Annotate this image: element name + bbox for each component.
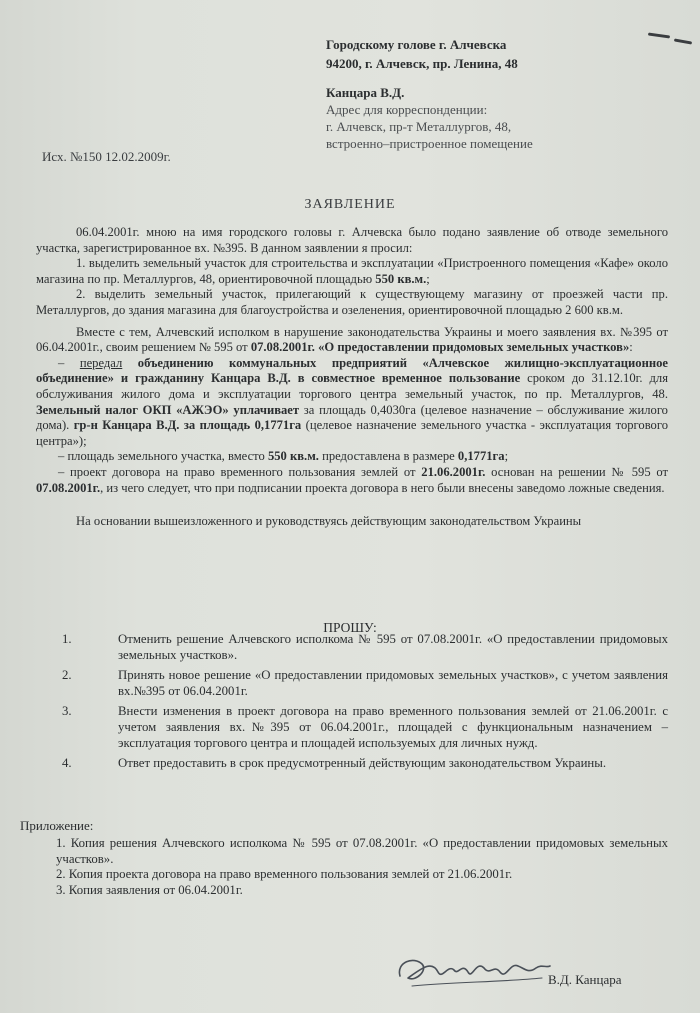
contract-date: 21.06.2001г.	[421, 464, 486, 479]
paragraph-basis	[36, 514, 668, 530]
request-text: Принять новое решение «О предоставлении придомовых земельных участков», с учетом заявления вх.№395 от 06.04.2001г.	[118, 668, 668, 698]
document-title: ЗАЯВЛЕНИЕ	[304, 197, 396, 212]
bullet-area-text: – площадь земельного участка, вместо	[58, 449, 268, 464]
bullet-contract	[36, 465, 668, 496]
request-number: 1.	[62, 632, 72, 646]
handwritten-signature	[392, 938, 552, 998]
area-text: за площадь 0,4030га (целевое назначение – обслуживание жилого дома).	[36, 402, 668, 433]
area-550: 550 кв.м.	[375, 271, 427, 286]
request-item	[58, 756, 668, 772]
bullet-area-mid: предоставлена в размере	[318, 449, 458, 464]
pen-mark	[648, 32, 670, 38]
request-number: 2.	[62, 668, 72, 683]
request-item-1	[36, 256, 668, 287]
bullet-contract-text: – проект договора на право временного пользования землей от	[58, 464, 422, 479]
pen-mark	[674, 38, 692, 44]
signer-name: В.Д. Канцара	[548, 972, 622, 987]
request-item-2-text: 2. выделить земельный участок, прилегающий к существующему магазину от проезжей части пр. Металлургов, до здания магазина для благоустройства и озеленения, ориентировочной площадью 2 600 кв.м.	[36, 287, 668, 317]
outgoing-number: Исх. №150 12.02.2009г.	[42, 149, 171, 164]
kantsara-area: гр-н Канцара В.Д. за площадь 0,1771га	[73, 418, 302, 433]
bullet-contract-end: , из чего следует, что при подписании проекта договора в него были внесены заведомо ложные сведения.	[100, 480, 665, 495]
request-list	[58, 632, 668, 777]
punct: ;	[504, 449, 509, 464]
term-text: сроком до 31.12.10г. для обслуживания жилого дома и эксплуатации торгового центра земельный участок, по пр. Металлургов, 48.	[36, 371, 668, 401]
request-item	[58, 632, 668, 663]
sender-address-label: Адрес для корреспонденции:	[326, 102, 488, 117]
paragraph-intro	[36, 225, 668, 256]
area-550: 550 кв.м.	[267, 449, 319, 464]
decision-date: 07.08.2001г.	[250, 340, 315, 355]
recipient-line-2: 94200, г. Алчевск, пр. Ленина, 48	[326, 56, 518, 71]
decision-date: 07.08.2001г.	[36, 480, 101, 495]
purpose-text: (целевое назначение земельного участка - эксплуатация торгового центра»);	[36, 418, 668, 448]
sender-address-line-1: г. Алчевск, пр-т Металлургов, 48,	[326, 119, 512, 134]
appendix-list	[56, 836, 668, 898]
decision-title: «О предоставлении придомовых земельных участков»	[318, 340, 630, 355]
paragraph-decision	[36, 325, 668, 356]
request-text: Отменить решение Алчевского исполкома № 595 от 07.08.2001г. «О предоставлении придомовых земельных участков».	[118, 632, 668, 662]
request-item	[58, 704, 668, 751]
request-number: 4.	[62, 756, 72, 771]
paragraph-basis-text: На основании вышеизложенного и руководствуясь действующим законодательством Украины	[76, 514, 582, 529]
appendix-title: Приложение:	[20, 818, 94, 833]
bullet-contract-mid: основан на решении № 595 от	[485, 464, 669, 479]
sender-name: Канцара В.Д.	[326, 85, 405, 100]
appendix-item: 3. Копия заявления от 06.04.2001г.	[56, 882, 243, 897]
request-text: Ответ предоставить в срок предусмотренный действующим законодательством Украины.	[118, 756, 607, 771]
bullet-area	[36, 449, 668, 465]
request-title: ПРОШУ:	[323, 620, 377, 635]
land-tax-text: Земельный налог ОКП «АЖЭО» уплачивает	[36, 402, 300, 417]
request-item	[58, 668, 668, 699]
bullet-transferred	[36, 356, 668, 450]
sender-address-line-2: встроенно–пристроенное помещение	[326, 136, 533, 151]
appendix-item: 2. Копия проекта договора на право временного пользования землей от 21.06.2001г.	[56, 867, 513, 882]
joint-use-text: объединению коммунальных предприятий «Алчевское жилищно-эксплуатационное объединение» и гражданину Канцара В.Д. в совместное временное пользование	[36, 355, 668, 386]
recipient-line-1: Городскому голове г. Алчевска	[326, 37, 507, 52]
paragraph-intro-text: 06.04.2001г. мною на имя городского головы г. Алчевска было подано заявление об отводе земельного участка, зарегистрированное вх. №395. В данном заявлении я просил:	[36, 225, 668, 255]
request-text: Внести изменения в проект договора на право временного пользования землей от 21.06.2001г. с учетом заявления вх.№395 от 06.04.2001г., площадей с функциональным назначением – эксплуатация торгового центра и площадей используемых для личных нужд.	[118, 704, 668, 750]
area-01771: 0,1771га	[457, 449, 505, 464]
dash: –	[58, 355, 80, 370]
appendix-item: 1. Копия решения Алчевского исполкома № 595 от 07.08.2001г. «О предоставлении придомовых земельных участков».	[56, 836, 668, 866]
request-item-1-text: 1. выделить земельный участок для строительства и эксплуатации «Пристроенного помещения «Кафе» около магазина по пр. Металлургов, 48, ориентировочной площадью	[36, 256, 668, 286]
punct: ;	[426, 271, 430, 286]
transferred-word: передал	[79, 355, 123, 370]
punct: :	[629, 340, 633, 355]
paragraph-decision-text: Вместе с тем, Алчевский исполком в нарушение законодательства Украины и моего заявления вх. №395 от 06.04.2001г., своим решением № 595 от	[36, 324, 668, 355]
request-number: 3.	[62, 704, 72, 719]
document-body	[36, 225, 668, 530]
request-item-2	[36, 287, 668, 318]
